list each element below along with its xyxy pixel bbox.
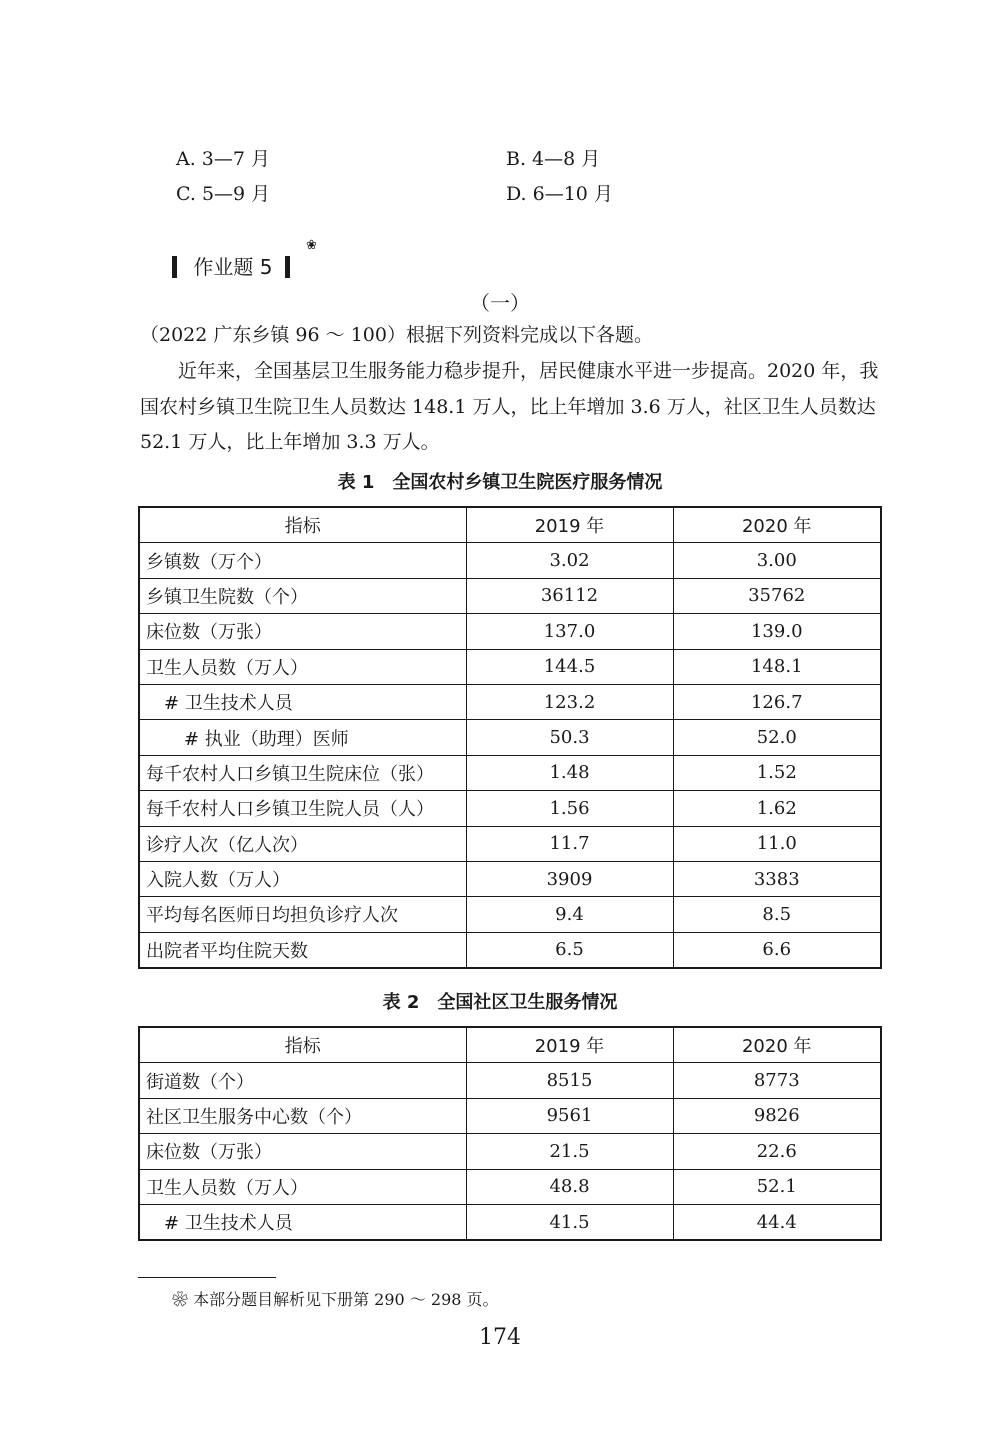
value-2020-cell: 148.1	[673, 649, 881, 684]
indicator-cell: 每千农村人口乡镇卫生院床位（张）	[139, 755, 466, 790]
section-heading: （一）	[470, 291, 530, 315]
table2-header-2020: 2020 年	[673, 1027, 881, 1063]
heading-bar-left	[172, 256, 177, 278]
indicator-cell: 床位数（万张）	[139, 614, 466, 649]
homework-title: 作业题 5	[193, 255, 273, 279]
table1	[138, 506, 882, 969]
value-2019-cell: 6.5	[466, 932, 673, 968]
value-2020-cell: 126.7	[673, 684, 881, 719]
table-row	[139, 684, 881, 719]
page-number: 174	[479, 1325, 521, 1350]
table-row	[139, 897, 881, 932]
value-2020-cell: 8773	[673, 1063, 881, 1098]
table-row	[139, 826, 881, 861]
table1-header-row	[139, 507, 881, 543]
value-2019-cell: 9.4	[466, 897, 673, 932]
option-c: C. 5—9 月	[176, 183, 271, 205]
flower-note-icon: ❀	[306, 238, 317, 253]
indicator-cell: 诊疗人次（亿人次）	[139, 826, 466, 861]
indicator-cell: 卫生人员数（万人）	[139, 649, 466, 684]
value-2019-cell: 48.8	[466, 1169, 673, 1204]
indicator-cell: 入院人数（万人）	[139, 861, 466, 896]
table-row	[139, 614, 881, 649]
table2-header-2019: 2019 年	[466, 1027, 673, 1063]
footnote-divider	[138, 1277, 276, 1278]
table1-caption: 表 1 全国农村乡镇卫生院医疗服务情况	[337, 472, 663, 493]
value-2019-cell: 21.5	[466, 1134, 673, 1169]
table-row	[139, 649, 881, 684]
value-2020-cell: 11.0	[673, 826, 881, 861]
option-b: B. 4—8 月	[506, 148, 601, 170]
indicator-cell: 床位数（万张）	[139, 1134, 466, 1169]
value-2019-cell: 50.3	[466, 720, 673, 755]
value-2019-cell: 1.56	[466, 791, 673, 826]
table1-header-indicator: 指标	[139, 507, 466, 543]
value-2019-cell: 41.5	[466, 1204, 673, 1240]
value-2020-cell: 44.4	[673, 1204, 881, 1240]
indicator-cell: 社区卫生服务中心数（个）	[139, 1098, 466, 1133]
table1-header-2019: 2019 年	[466, 507, 673, 543]
homework-heading	[172, 251, 290, 280]
value-2019-cell: 9561	[466, 1098, 673, 1133]
table-row	[139, 1134, 881, 1169]
table-row	[139, 755, 881, 790]
value-2020-cell: 139.0	[673, 614, 881, 649]
value-2019-cell: 137.0	[466, 614, 673, 649]
value-2019-cell: 11.7	[466, 826, 673, 861]
value-2019-cell: 36112	[466, 578, 673, 613]
table-row	[139, 578, 881, 613]
table-row	[139, 791, 881, 826]
value-2020-cell: 8.5	[673, 897, 881, 932]
value-2020-cell: 1.62	[673, 791, 881, 826]
indicator-cell: 平均每名医师日均担负诊疗人次	[139, 897, 466, 932]
table2	[138, 1026, 882, 1241]
question-intro: （2022 广东乡镇 96 ～ 100）根据下列资料完成以下各题。	[140, 324, 653, 346]
option-d: D. 6—10 月	[506, 183, 613, 205]
table-row	[139, 1169, 881, 1204]
table-row	[139, 861, 881, 896]
table-row	[139, 720, 881, 755]
footnote: ❀ 本部分题目解析见下册第 290 ～ 298 页。	[172, 1290, 499, 1309]
table-row	[139, 1063, 881, 1098]
table-row	[139, 543, 881, 578]
value-2019-cell: 123.2	[466, 684, 673, 719]
value-2019-cell: 1.48	[466, 755, 673, 790]
table1-header-2020: 2020 年	[673, 507, 881, 543]
value-2020-cell: 52.0	[673, 720, 881, 755]
value-2019-cell: 3.02	[466, 543, 673, 578]
indicator-cell: # 执业（助理）医师	[139, 720, 466, 755]
value-2020-cell: 1.52	[673, 755, 881, 790]
value-2019-cell: 8515	[466, 1063, 673, 1098]
table2-header-row	[139, 1027, 881, 1063]
indicator-cell: 街道数（个）	[139, 1063, 466, 1098]
table-row	[139, 1098, 881, 1133]
indicator-cell: 乡镇数（万个）	[139, 543, 466, 578]
value-2020-cell: 3383	[673, 861, 881, 896]
value-2020-cell: 35762	[673, 578, 881, 613]
table-row	[139, 932, 881, 968]
value-2020-cell: 22.6	[673, 1134, 881, 1169]
indicator-cell: 每千农村人口乡镇卫生院人员（人）	[139, 791, 466, 826]
value-2020-cell: 3.00	[673, 543, 881, 578]
option-a: A. 3—7 月	[176, 148, 271, 170]
indicator-cell: # 卫生技术人员	[139, 684, 466, 719]
indicator-cell: # 卫生技术人员	[139, 1204, 466, 1240]
heading-bar-right	[285, 256, 290, 278]
table2-caption: 表 2 全国社区卫生服务情况	[382, 992, 618, 1013]
value-2020-cell: 6.6	[673, 932, 881, 968]
table2-header-indicator: 指标	[139, 1027, 466, 1063]
indicator-cell: 出院者平均住院天数	[139, 932, 466, 968]
value-2019-cell: 3909	[466, 861, 673, 896]
value-2019-cell: 144.5	[466, 649, 673, 684]
indicator-cell: 乡镇卫生院数（个）	[139, 578, 466, 613]
value-2020-cell: 9826	[673, 1098, 881, 1133]
value-2020-cell: 52.1	[673, 1169, 881, 1204]
table-row	[139, 1204, 881, 1240]
material-paragraph: 近年来，全国基层卫生服务能力稳步提升，居民健康水平进一步提高。2020 年，我国农村乡镇卫生院卫生人员数达 148.1 万人，比上年增加 3.6 万人，社区卫生人员数达 52.1 万人，比上年增加 3.3 万人。	[140, 360, 879, 453]
indicator-cell: 卫生人员数（万人）	[139, 1169, 466, 1204]
